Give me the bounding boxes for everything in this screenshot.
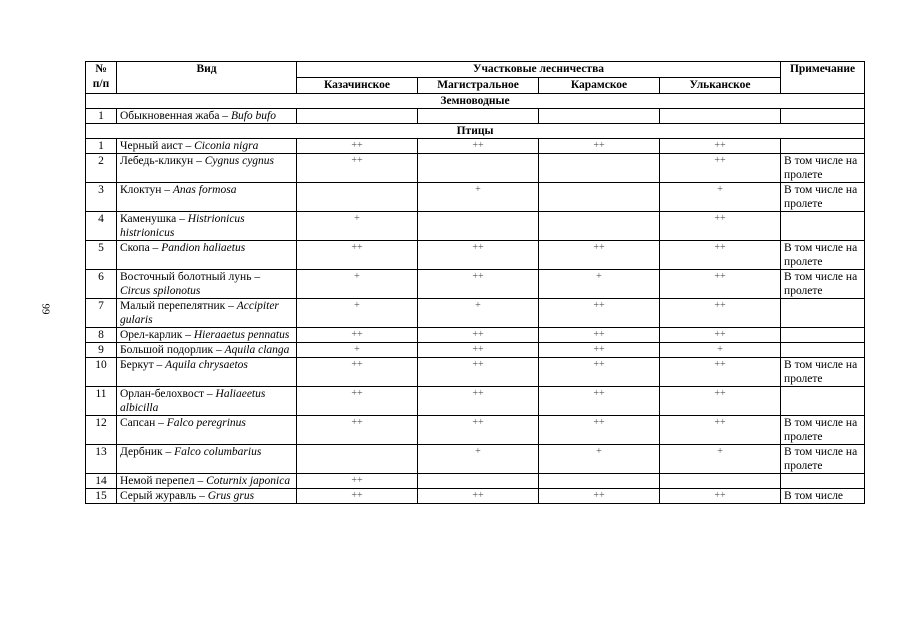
presence-cell: + [539,445,660,474]
table-row [86,299,865,328]
note-cell: В том числе на пролете [781,270,865,299]
row-number: 9 [86,343,117,358]
presence-cell: ++ [539,387,660,416]
row-number: 2 [86,154,117,183]
presence-cell: + [660,445,781,474]
presence-cell: ++ [297,154,418,183]
presence-cell: ++ [297,139,418,154]
presence-cell: ++ [660,387,781,416]
species-name: Лебедь-кликун – [120,155,205,167]
row-number: 15 [86,489,117,504]
species-cell [117,474,297,489]
table-row [86,328,865,343]
species-cell [117,328,297,343]
note-cell: В том числе [781,489,865,504]
table-row [86,212,865,241]
species-name: Обыкновенная жаба – [120,110,231,122]
species-latin-name: Anas formosa [172,184,237,196]
presence-cell [660,474,781,489]
note-cell [781,299,865,328]
row-number: 10 [86,358,117,387]
header-column-ulkanskoe: Ульканское [660,78,781,94]
row-number: 13 [86,445,117,474]
note-cell: В том числе на пролете [781,445,865,474]
presence-cell: ++ [418,343,539,358]
header-species: Вид [117,62,297,94]
presence-cell: ++ [539,241,660,270]
presence-cell [539,474,660,489]
presence-cell: ++ [539,358,660,387]
species-cell [117,212,297,241]
presence-cell: ++ [660,299,781,328]
presence-cell: ++ [660,154,781,183]
species-cell [117,343,297,358]
species-latin-name: Circus spilonotus [120,285,201,297]
header-column-karamskoe: Карамское [539,78,660,94]
row-number: 8 [86,328,117,343]
species-latin-name: Bufo bufo [230,110,276,122]
presence-cell [418,474,539,489]
species-latin-name: Aquila clanga [224,344,290,356]
table-row [86,474,865,489]
species-cell [117,270,297,299]
species-name: Каменушка – [120,213,188,225]
species-name: Малый перепелятник – [120,300,237,312]
presence-cell: ++ [297,416,418,445]
species-latin-name: Aquila chrysaetos [165,359,248,371]
section-row [86,124,865,139]
species-latin-name: Grus grus [207,490,255,502]
note-cell: В том числе на пролете [781,358,865,387]
presence-cell: + [418,183,539,212]
table-row [86,489,865,504]
species-name: Орлан-белохвост – [120,388,216,400]
note-cell [781,109,865,124]
presence-cell [539,183,660,212]
presence-cell [539,109,660,124]
species-latin-name: Falco columbarius [174,446,262,458]
species-name: Большой подорлик – [120,344,225,356]
table-row [86,109,865,124]
presence-cell: + [418,299,539,328]
presence-cell: ++ [418,139,539,154]
presence-cell: ++ [660,212,781,241]
species-latin-name: Ciconia nigra [194,140,259,152]
presence-cell: ++ [297,387,418,416]
row-number: 5 [86,241,117,270]
species-name: Восточный болотный лунь – [120,271,261,283]
presence-cell: + [297,343,418,358]
note-cell [781,212,865,241]
row-number: 14 [86,474,117,489]
presence-cell: ++ [297,241,418,270]
presence-cell: ++ [418,387,539,416]
presence-cell [418,109,539,124]
table-row [86,139,865,154]
species-name: Сапсан – [120,417,167,429]
row-number: 12 [86,416,117,445]
species-name: Серый журавль – [120,490,208,502]
presence-cell: ++ [539,328,660,343]
species-name: Немой перепел – [120,475,207,487]
presence-cell: ++ [660,241,781,270]
species-cell [117,489,297,504]
page-number: 99 [39,303,52,315]
presence-cell [418,154,539,183]
section-title: Птицы [86,124,865,139]
presence-cell: + [297,299,418,328]
species-cell [117,358,297,387]
presence-cell: ++ [660,139,781,154]
species-cell [117,139,297,154]
header-note: Примечание [781,62,865,94]
presence-cell: ++ [297,489,418,504]
presence-cell [297,183,418,212]
table-row [86,183,865,212]
note-cell [781,328,865,343]
presence-cell [297,109,418,124]
presence-cell: + [660,183,781,212]
table-row [86,343,865,358]
species-latin-name: Coturnix japonica [206,475,291,487]
species-cell [117,299,297,328]
row-number: 1 [86,109,117,124]
note-cell: В том числе на пролете [781,154,865,183]
presence-cell: ++ [418,489,539,504]
species-name: Скопа – [120,242,162,254]
table-row [86,416,865,445]
header-column-magistralnoe: Магистральное [418,78,539,94]
row-number: 11 [86,387,117,416]
note-cell: В том числе на пролете [781,416,865,445]
species-latin-name: Falco peregrinus [166,417,246,429]
presence-cell: ++ [660,328,781,343]
presence-cell: ++ [418,328,539,343]
presence-cell: + [297,212,418,241]
species-name: Орел-карлик – [120,329,194,341]
row-number: 3 [86,183,117,212]
species-cell [117,109,297,124]
species-latin-name: Pandion haliaetus [161,242,246,254]
species-latin-name: Hieraaetus pennatus [193,329,290,341]
row-number: 7 [86,299,117,328]
table-row [86,270,865,299]
presence-cell: ++ [418,241,539,270]
row-number: 6 [86,270,117,299]
presence-cell [660,109,781,124]
table-row [86,241,865,270]
species-cell [117,416,297,445]
presence-cell: ++ [297,328,418,343]
presence-cell: ++ [539,139,660,154]
header-column-kazachinskoe: Казачинское [297,78,418,94]
header-num: № п/п [86,62,117,94]
row-number: 1 [86,139,117,154]
species-name: Клоктун – [120,184,173,196]
presence-cell: ++ [660,416,781,445]
species-cell [117,387,297,416]
species-latin-name: Cygnus cygnus [204,155,275,167]
note-cell [781,343,865,358]
presence-cell: ++ [660,270,781,299]
presence-cell: ++ [418,358,539,387]
species-name: Беркут – [120,359,166,371]
species-table [85,61,865,504]
presence-cell: + [539,270,660,299]
note-cell: В том числе на пролете [781,183,865,212]
note-cell: В том числе на пролете [781,241,865,270]
presence-cell: ++ [539,416,660,445]
table-row [86,445,865,474]
presence-cell: ++ [660,489,781,504]
presence-cell [297,445,418,474]
table-row [86,358,865,387]
section-title: Земноводные [86,94,865,109]
presence-cell: + [297,270,418,299]
species-name: Черный аист – [120,140,195,152]
species-cell [117,241,297,270]
species-cell [117,154,297,183]
header-forestries: Участковые лесничества [297,62,781,78]
note-cell [781,474,865,489]
species-cell [117,445,297,474]
presence-cell: ++ [297,474,418,489]
note-cell [781,387,865,416]
presence-cell [418,212,539,241]
species-latin-name: Accipiter gularis [120,300,279,326]
table-body [86,94,865,504]
presence-cell [539,212,660,241]
row-number: 4 [86,212,117,241]
presence-cell: ++ [539,299,660,328]
section-row [86,94,865,109]
presence-cell: ++ [418,416,539,445]
table-row [86,387,865,416]
species-latin-name: Histrionicus histrionicus [120,213,245,239]
species-latin-name: Haliaeetus albicilla [120,388,266,414]
presence-cell: ++ [660,358,781,387]
species-cell [117,183,297,212]
presence-cell: ++ [539,489,660,504]
table-row [86,154,865,183]
species-name: Дербник – [120,446,175,458]
presence-cell: ++ [539,343,660,358]
presence-cell [539,154,660,183]
note-cell [781,139,865,154]
presence-cell: ++ [297,358,418,387]
presence-cell: + [660,343,781,358]
presence-cell: ++ [418,270,539,299]
presence-cell: + [418,445,539,474]
